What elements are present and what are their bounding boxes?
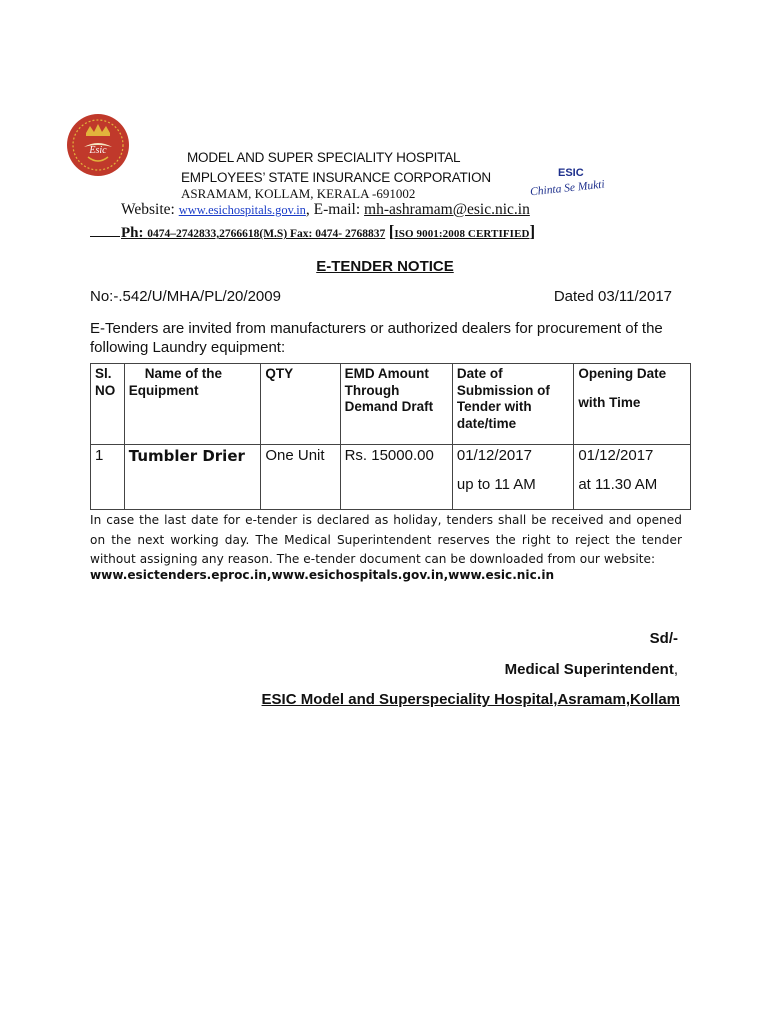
esic-tagline: Chinta Se Mukti [529,178,606,198]
email-label: , E-mail: [305,201,365,218]
download-websites[interactable]: www.esictenders.eproc.in,www.esichospitals.gov.in,www.esic.nic.in [90,568,555,582]
cell-equipment: Tumbler Drier [124,445,261,510]
intro-paragraph: E-Tenders are invited from manufacturers or authorized dealers for procurement of the following Laundry equipment: [90,320,663,356]
header-sl-line2: NO [95,382,116,398]
iso-certification: ISO 9001:2008 CERTIFIED [394,228,530,240]
esic-logo [66,113,130,177]
tender-table [90,363,691,510]
signature-sd: Sd/- [649,630,678,647]
cell-emd: Rs. 15000.00 [340,445,452,510]
header-opening-line1: Opening Date [578,366,667,381]
signature-institution: ESIC Model and Superspeciality Hospital,Asramam,Kollam [261,691,680,708]
reference-number: No:-.542/U/MHA/PL/20/2009 [90,288,281,305]
iso-bracket-close: ] [529,222,536,241]
header-submission-line2: Submission of [456,382,550,398]
header-qty: QTY [261,364,340,445]
signature-designation-line [505,661,678,678]
header-submission-line3: Tender with [456,399,532,414]
notice-title: E-TENDER NOTICE [316,258,454,275]
cell-sl: 1 [91,445,125,510]
header-sl-line1: Sl. [95,366,112,381]
notice-title-row [0,258,770,275]
table-header-row [91,364,691,445]
cell-opening-date: 01/12/2017 [578,447,654,464]
header-emd [340,364,452,445]
esic-brand-mark [524,164,620,198]
organization-name: EMPLOYEES’ STATE INSURANCE CORPORATION [181,170,491,185]
header-submission-line1: Date of [456,366,503,381]
header-submission-date [452,364,573,445]
header-opening-line2: with Time [578,394,641,410]
cell-submission-date: 01/12/2017 [456,447,532,464]
esic-brand-text: ESIC [558,167,584,179]
contact-phone-line [90,222,535,242]
header-emd-line2: Through [344,382,400,398]
signature-comma: , [673,661,678,678]
header-equipment-line1: Name of the [144,366,223,381]
phone-numbers: 0474–2742833,2766618(M.S) Fax: 0474- 2768837 [147,228,386,240]
cell-opening-time: at 11.30 AM [578,476,658,493]
header-submission-line4: date/time [456,415,517,431]
cell-opening [574,445,691,510]
cell-submission-time: up to 11 AM [456,476,536,493]
notice-date: Dated 03/11/2017 [553,288,672,305]
phone-label: Ph: [121,225,148,241]
header-emd-line3: Demand Draft [344,399,434,414]
cell-qty: One Unit [261,445,340,510]
cell-submission [452,445,573,510]
header-sl-no [91,364,125,445]
logo-text: Esic [89,145,107,156]
email-link[interactable]: mh-ashramam@esic.nic.in [364,201,530,218]
underline-lead [90,236,120,237]
terms-paragraph: In case the last date for e-tender is declared as holiday, tenders shall be received and opened on the next working day. The Medical Superintendent reserves the right to reject the tender without assigning any reason. The e-tender document can be downloaded from our website: [90,513,682,566]
table-row [91,445,691,510]
header-equipment-line2: Equipment [128,382,199,398]
header-equipment [124,364,261,445]
website-label: Website: [121,201,179,218]
website-link[interactable]: www.esichospitals.gov.in [178,203,306,217]
esic-emblem-icon [66,113,130,177]
signature-designation: Medical Superintendent [504,661,674,678]
header-opening-date [574,364,691,445]
contact-web-line [121,201,530,219]
hospital-address: ASRAMAM, KOLLAM, KERALA -691002 [181,186,416,201]
header-emd-line1: EMD Amount [344,366,429,381]
hospital-name: MODEL AND SUPER SPECIALITY HOSPITAL [187,150,461,165]
iso-bracket-open: [ [388,222,395,241]
